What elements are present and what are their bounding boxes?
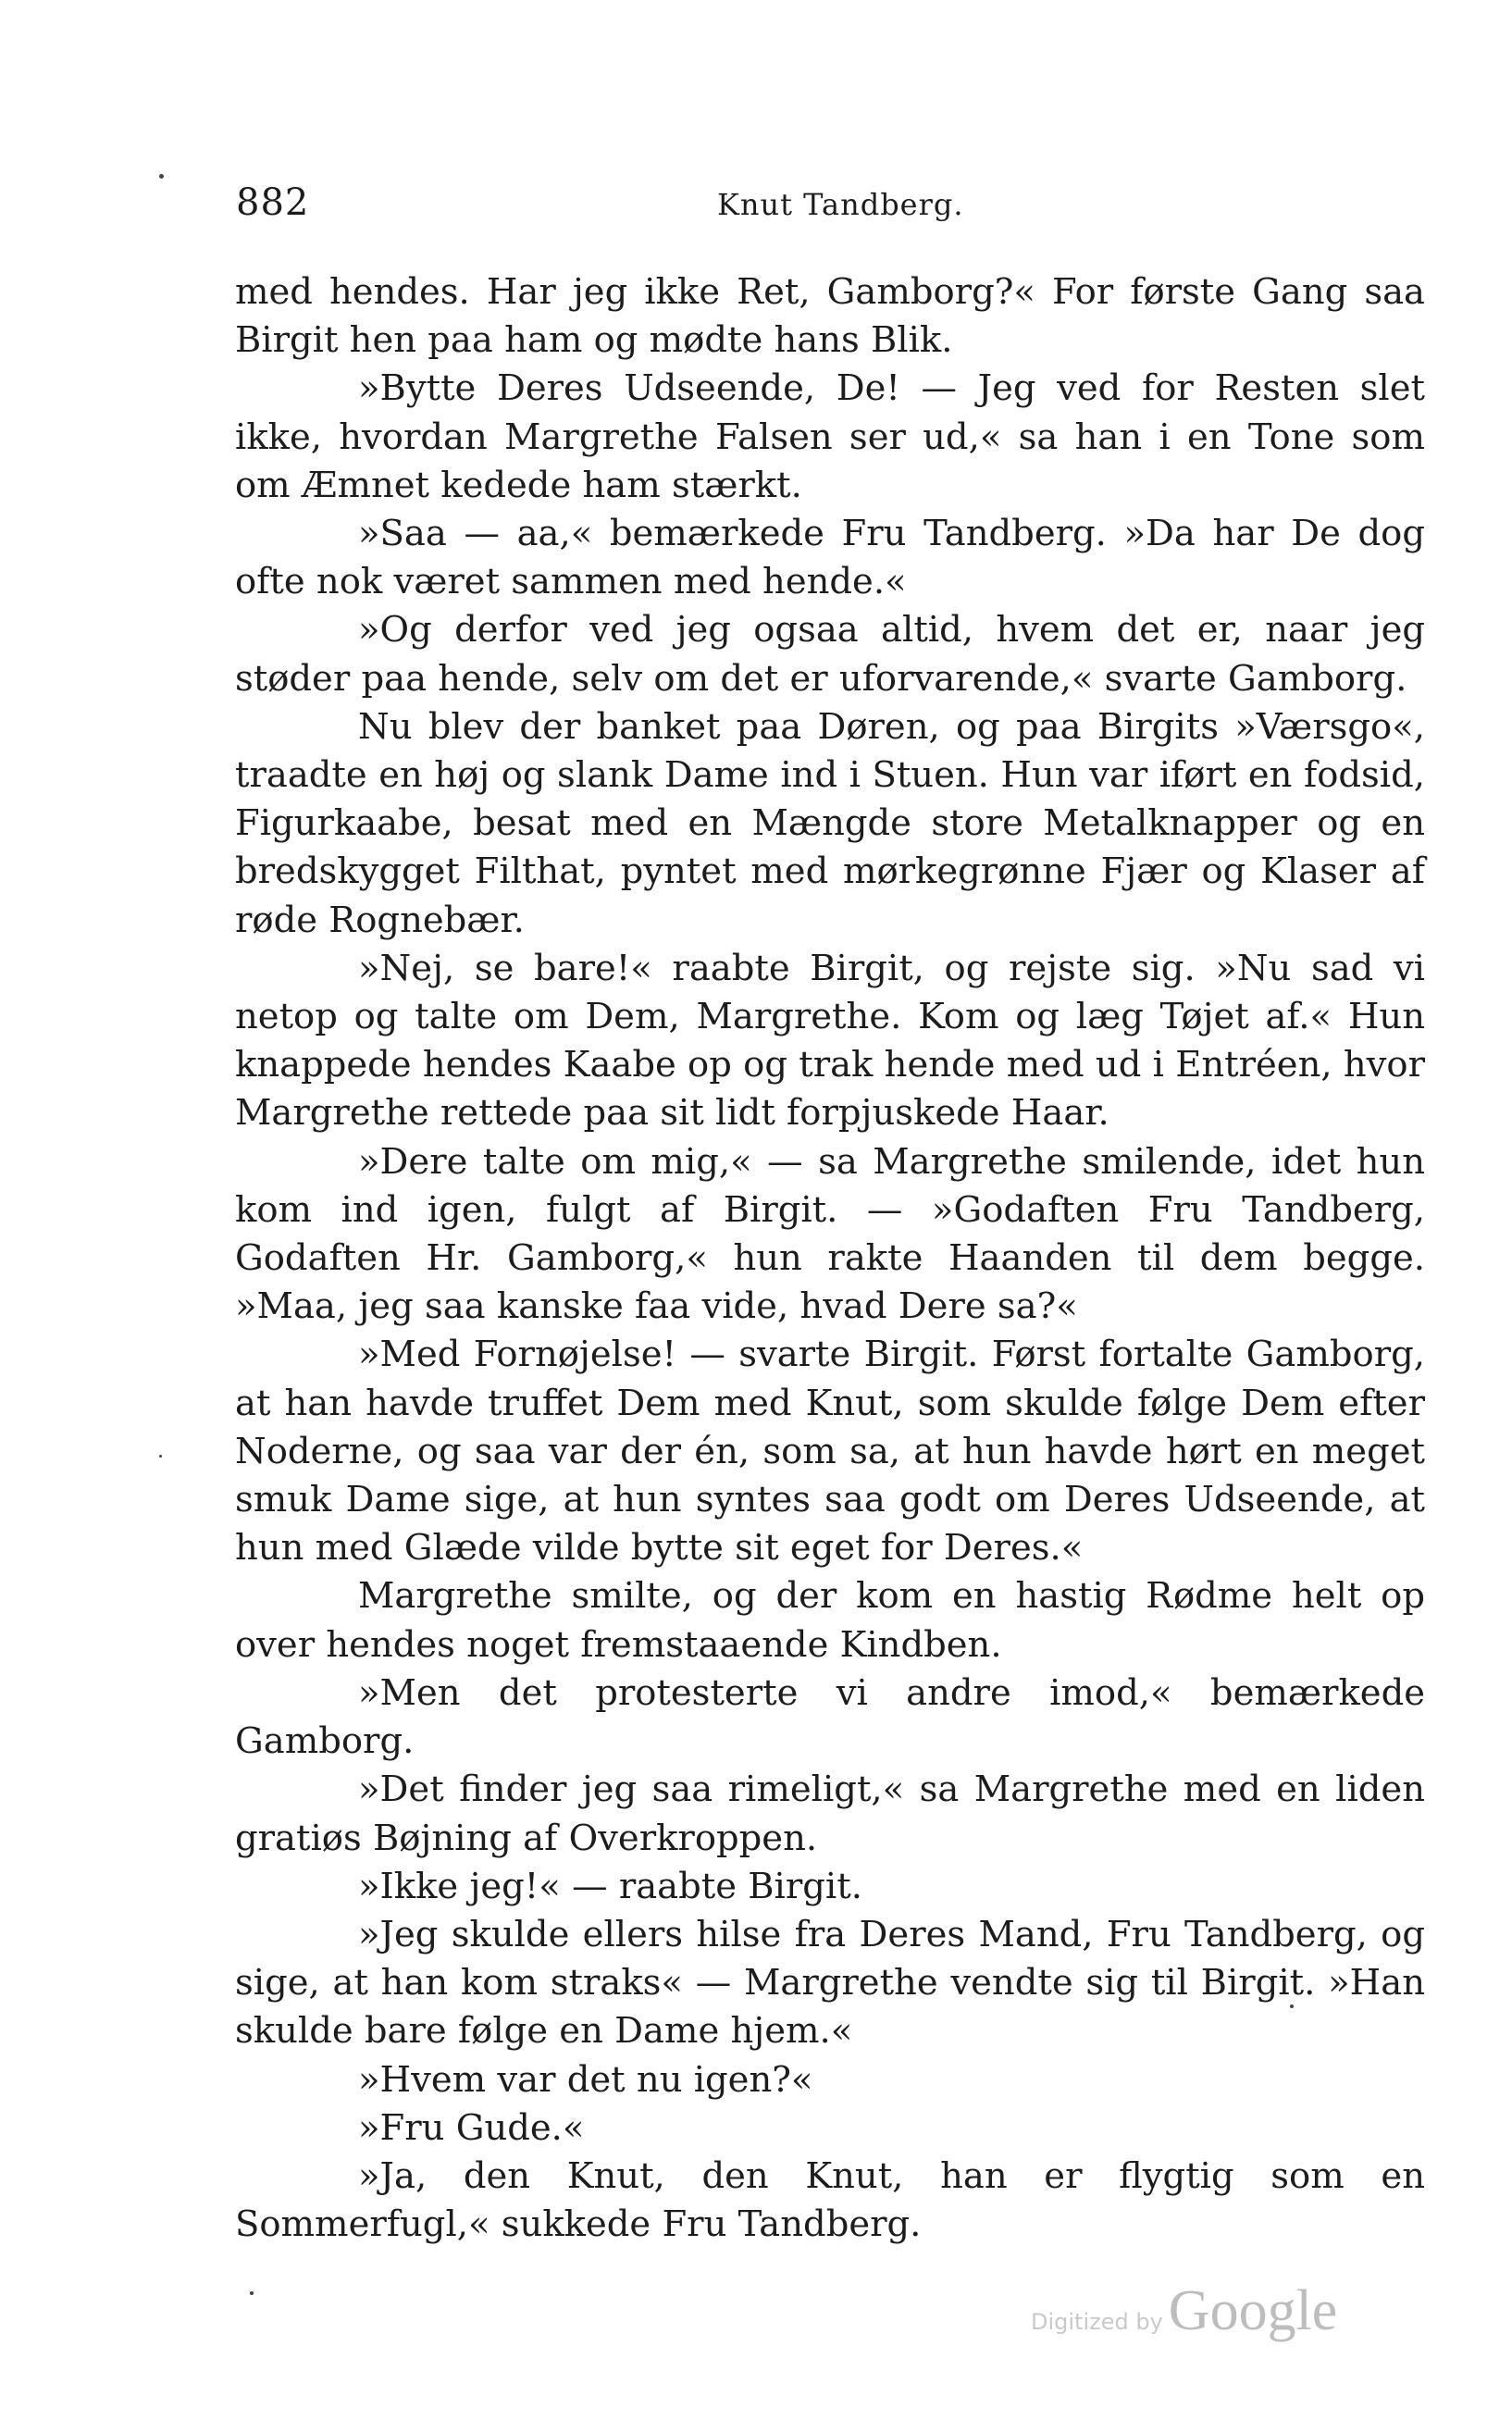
paragraph: »Jeg skulde ellers hilse fra Deres Mand, Fru Tandberg, og sige, at han kom straks« — Margrethe vendte sig til Birgit. »Han skulde bare følge en Dame hjem.« xyxy=(235,1913,1425,2053)
ink-speck xyxy=(250,2291,254,2295)
paragraph: »Hvem var det nu igen?« xyxy=(358,2058,813,2101)
paragraph: Margrethe smilte, og der kom en hastig Rødme helt op over hendes noget fremstaaende Kindben. xyxy=(235,1575,1425,1666)
paragraph: »Med Fornøjelse! — svarte Birgit. Først fortalte Gamborg, at han havde truffet Dem med Knut, som skulde følge Dem efter Noderne, og saa var der én, som sa, at hun havde hørt en meget smuk Dame sige, at hun syntes saa godt om Deres Udseende, at hun med Glæde vilde bytte sit eget for Deres.« xyxy=(235,1334,1425,1570)
paragraph: »Ikke jeg!« — raabte Birgit. xyxy=(358,1865,862,1907)
running-head: Knut Tandberg. xyxy=(717,187,964,222)
digitized-by-label: Digitized by xyxy=(1031,2309,1163,2335)
ink-speck xyxy=(159,174,164,179)
google-logo: Google xyxy=(1168,2279,1338,2342)
paragraph: »Ja, den Knut, den Knut, han er flygtig som en Sommerfugl,« sukkede Fru Tandberg. xyxy=(235,2154,1425,2246)
paragraph: »Men det protesterte vi andre imod,« bemærkede Gamborg. xyxy=(235,1671,1425,1763)
page-header xyxy=(236,181,1425,228)
digitized-watermark xyxy=(1031,2278,1338,2342)
paragraph: »Nej, se bare!« raabte Birgit, og rejste sig. »Nu sad vi netop og talte om Dem, Margrethe. Kom og læg Tøjet af.« Hun knappede hendes Kaabe op og trak hende med ud i Entréen, hvor Margrethe rettede paa sit lidt forpjuskede Haar. xyxy=(235,947,1425,1135)
page-number: 882 xyxy=(236,181,310,224)
paragraph: Nu blev der banket paa Døren, og paa Birgits »Værsgo«, traadte en høj og slank Dame ind i Stuen. Hun var iført en fodsid, Figurkaabe, besat med en Mængde store Metalknapper og en bredskygget Filthat, pyntet med mørkegrønne Fjær og Klaser af røde Rognebær. xyxy=(235,705,1425,941)
paragraph: med hendes. Har jeg ikke Ret, Gamborg?« For første Gang saa Birgit hen paa ham og mødte hans Blik. xyxy=(235,271,1425,362)
body-text xyxy=(235,268,1425,2249)
paragraph: »Fru Gude.« xyxy=(358,2106,585,2149)
ink-speck xyxy=(159,1455,162,1458)
paragraph: »Saa — aa,« bemærkede Fru Tandberg. »Da har De dog ofte nok været sammen med hende.« xyxy=(235,513,1425,603)
paragraph: »Dere talte om mig,« — sa Margrethe smilende, idet hun kom ind igen, fulgt af Birgit. — »Godaften Fru Tandberg, Godaften Hr. Gamborg,« hun rakte Haanden til dem begge. »Maa, jeg saa kanske faa vide, hvad Dere sa?« xyxy=(235,1140,1425,1328)
paragraph: »Bytte Deres Udseende, De! — Jeg ved for Resten slet ikke, hvordan Margrethe Falsen ser ud,« sa han i en Tone som om Æmnet kedede ham stærkt. xyxy=(235,367,1425,506)
paragraph: »Det finder jeg saa rimeligt,« sa Margrethe med en liden gratiøs Bøjning af Overkroppen. xyxy=(235,1768,1425,1859)
paragraph: »Og derfor ved jeg ogsaa altid, hvem det er, naar jeg støder paa hende, selv om det er uforvarende,« svarte Gamborg. xyxy=(235,609,1425,700)
